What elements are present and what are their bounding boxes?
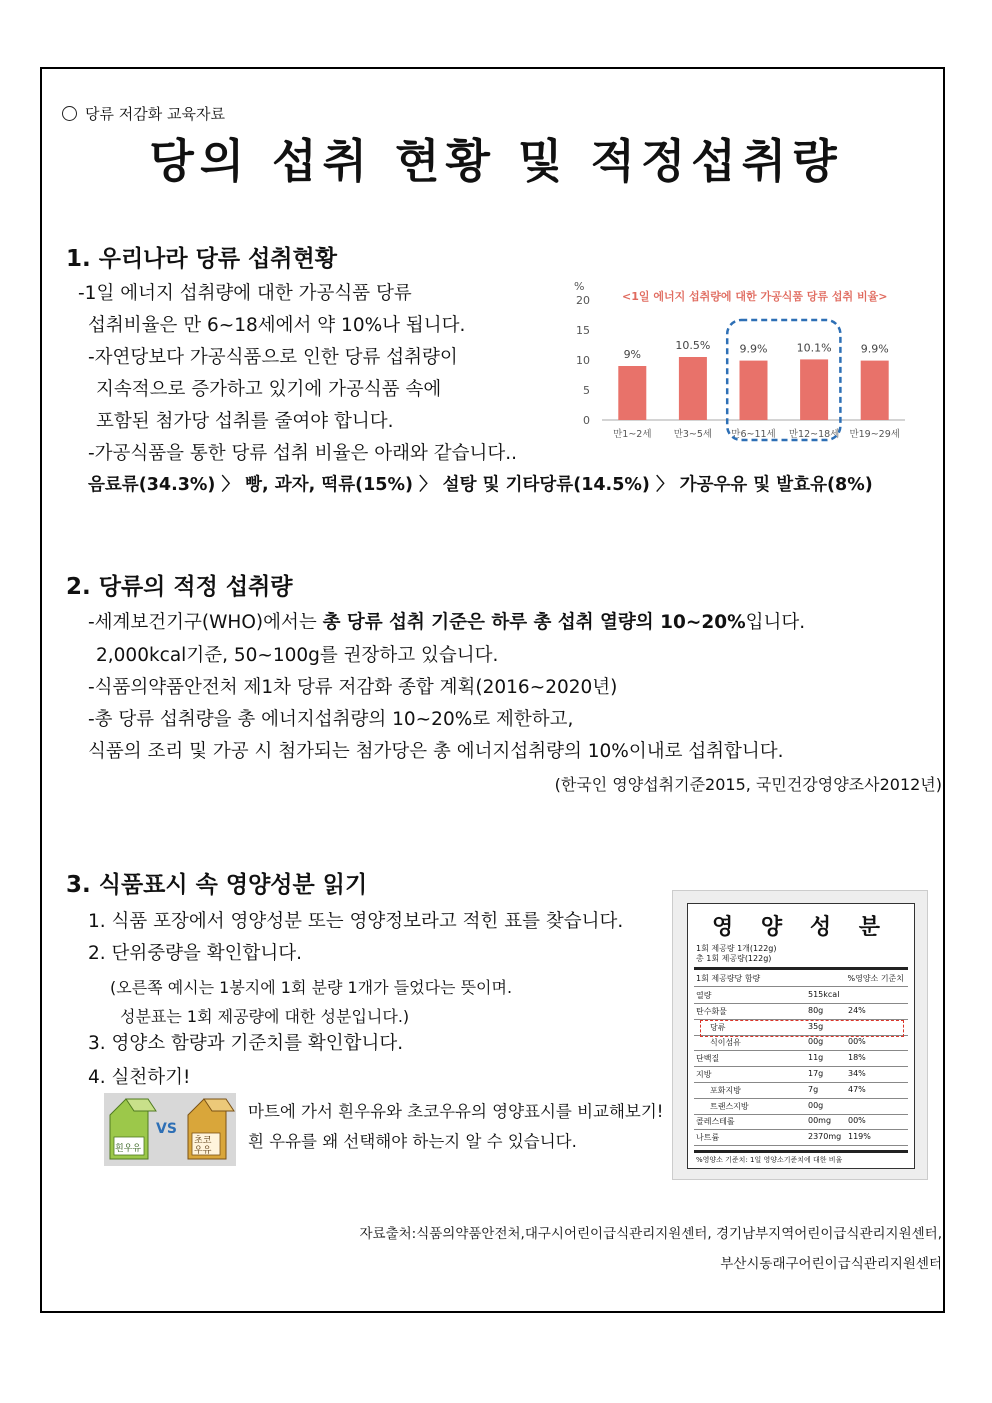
chart-title: <1일 에너지 섭취량에 대한 가공식품 당류 섭취 비율> (622, 290, 888, 303)
milk-comparison-image (104, 1093, 236, 1166)
bar-value-label: 9% (623, 348, 642, 361)
nutrient-amount: 00g (808, 1100, 824, 1110)
row-divider (694, 1145, 908, 1146)
section1-line: -자연당보다 가공식품으로 인한 당류 섭취량이 (88, 347, 458, 368)
nutrient-percent: 119% (848, 1132, 871, 1142)
nutrient-amount: 00g (808, 1037, 824, 1047)
row-divider (694, 1082, 908, 1083)
nutrient-name: 포화지방 (710, 1085, 741, 1095)
bar-value-label: 9.9% (860, 342, 889, 356)
nutrition-facts-image (672, 890, 928, 1180)
nutrition-row (696, 1069, 906, 1081)
section2-line4: -총 당류 섭취량을 총 에너지섭취량의 10~20%로 제한하고, (88, 709, 574, 730)
practice-line2: 흰 우유를 왜 선택해야 하는지 알 수 있습니다. (248, 1132, 577, 1151)
choco-milk-label: 초코우유 (194, 1136, 212, 1156)
row-divider (694, 1098, 908, 1099)
practice-line1: 마트에 가서 흰우유와 초코우유의 영양표시를 비교해보기! (248, 1102, 664, 1121)
nutrient-percent: 47% (848, 1084, 866, 1094)
nutrient-percent: 34% (848, 1069, 866, 1078)
section1-heading: 1. 우리나라 당류 섭취현황 (66, 246, 337, 272)
nutrient-amount: 00mg (808, 1116, 832, 1126)
nutrition-title: 영 양 성 분 (712, 915, 890, 940)
nutrient-amount: 2370mg (808, 1132, 842, 1142)
chart-bar (679, 357, 707, 420)
section1-line: -가공식품을 통한 당류 섭취 비율은 아래와 같습니다.. (88, 443, 518, 464)
step-2-note: 성분표는 1회 제공량에 대한 성분입니다.) (120, 1007, 410, 1026)
nutrient-amount: 17g (808, 1069, 824, 1078)
nutrient-amount: 35g (808, 1021, 824, 1031)
section2-line2: 2,000kcal기준, 50~100g를 권장하고 있습니다. (96, 645, 499, 666)
chart-bar (861, 361, 889, 420)
y-unit-label: % (574, 280, 585, 293)
footer-source-line2: 부산시동래구어린이급식관리지원센터 (720, 1256, 942, 1272)
section1-line: 지속적으로 증가하고 있기에 가공식품 속에 (96, 379, 442, 400)
nutrient-amount: 515kcal (808, 990, 840, 999)
nutrition-row (696, 990, 906, 1002)
y-tick-label: 5 (583, 384, 590, 397)
step-2-note: (오른쪽 예시는 1봉지에 1회 분량 1개가 들었다는 뜻이며. (110, 978, 513, 997)
nutrient-percent: 18% (848, 1053, 866, 1063)
row-divider (694, 1050, 908, 1051)
chart-svg (560, 278, 910, 453)
page-title: 당의 섭취 현황 및 적정섭취량 (149, 134, 843, 188)
bar-value-label: 10.1% (796, 341, 832, 355)
x-tick-label: 만12~18세 (788, 429, 840, 440)
y-tick-label: 20 (576, 294, 590, 307)
chart-bar (740, 361, 768, 420)
chart-bar (618, 366, 646, 420)
section2-source: (한국인 영양섭취기준2015, 국민건강영양조사2012년) (554, 775, 942, 794)
y-tick-label: 10 (576, 354, 590, 367)
step-2: 2. 단위중량을 확인합니다. (88, 943, 303, 964)
who-guideline-bold: 총 당류 섭취 기준은 하루 총 섭취 열량의 10~20% (322, 612, 746, 633)
nutrient-amount: 7g (808, 1084, 819, 1094)
nutrient-percent: 00% (848, 1116, 866, 1126)
nutrient-name: 식이섬유 (710, 1038, 741, 1048)
nutrition-row (696, 1101, 906, 1113)
step-3: 3. 영양소 함량과 기준치를 확인합니다. (88, 1033, 404, 1054)
nutrition-row (696, 1132, 906, 1144)
section2-line1: -세계보건기구(WHO)에서는 총 당류 섭취 기준은 하루 총 섭취 열량의 10~20%입니다. (88, 612, 806, 633)
nutrient-name: 열량 (696, 991, 712, 1000)
y-tick-label: 0 (583, 414, 590, 427)
serving-total: 총 1회 제공량(122g) (696, 954, 772, 963)
nutrient-name: 탄수화물 (696, 1006, 727, 1016)
nutrient-name: 나트륨 (696, 1133, 720, 1143)
sugar-source-ranking: 음료류(34.3%) 〉 빵, 과자, 떡류(15%) 〉 설탕 및 기타당류(14.5%) 〉 가공우유 및 발효유(8%) (88, 475, 873, 495)
x-tick-label: 만3~5세 (673, 429, 713, 440)
bar-value-label: 10.5% (675, 339, 711, 352)
nutrient-percent: 00% (848, 1037, 866, 1047)
nutrient-name: 트랜스지방 (710, 1101, 749, 1111)
nutrition-row (696, 1085, 906, 1097)
y-tick-label: 15 (576, 324, 590, 337)
nutrition-row (696, 1116, 906, 1128)
serving-size: 1회 제공량 1개(122g) (696, 944, 777, 953)
section1-line: -1일 에너지 섭취량에 대한 가공식품 당류 (78, 283, 412, 304)
step-1: 1. 식품 포장에서 영양성분 또는 영양정보라고 적힌 표를 찾습니다. (88, 911, 624, 932)
row-divider (694, 1129, 908, 1130)
circle-bullet-icon (62, 106, 77, 121)
bar-value-label: 9.9% (739, 342, 768, 356)
x-tick-label: 만19~29세 (849, 429, 900, 440)
x-tick-label: 만6~11세 (731, 429, 776, 440)
material-label: 당류 저감화 교육자료 (62, 103, 225, 124)
section1-line: 포함된 첨가당 섭취를 줄여야 합니다. (96, 411, 394, 432)
row-divider (694, 1066, 908, 1067)
section2-heading: 2. 당류의 적정 섭취량 (66, 574, 293, 600)
nutrient-amount: 11g (808, 1053, 824, 1063)
sugar-highlight-box (700, 1020, 904, 1037)
sugar-intake-chart (560, 278, 910, 453)
nutrition-row (696, 1006, 906, 1018)
section1-line: 섭취비율은 만 6~18세에서 약 10%나 됩니다. (88, 315, 466, 336)
nutrient-amount: 80g (808, 1005, 824, 1015)
nutrition-facts-table (687, 903, 915, 1169)
nutrient-percent: 24% (848, 1005, 866, 1015)
nutrient-name: 당류 (710, 1022, 726, 1032)
nutrient-name: 콜레스테롤 (696, 1117, 735, 1127)
chart-bar (800, 359, 828, 420)
section2-line3: -식품의약품안전처 제1차 당류 저감화 종합 계획(2016~2020년) (88, 677, 618, 698)
white-milk-label: 흰우유 (115, 1144, 142, 1154)
vs-label: VS (156, 1121, 177, 1137)
nutrient-name: 지방 (696, 1070, 712, 1079)
nutrition-row (696, 1037, 906, 1049)
step-4: 4. 실천하기! (88, 1067, 191, 1088)
row-divider (694, 1114, 908, 1115)
section3-heading: 3. 식품표시 속 영양성분 읽기 (66, 872, 368, 898)
x-tick-label: 만1~2세 (613, 429, 652, 440)
nutrition-footnote: %영양소 기준치: 1일 영양소기준치에 대한 비율 (696, 1156, 843, 1164)
footer-source-line1: 자료출처:식품의약품안전처,대구시어린이급식관리지원센터, 경기남부지역어린이급식관리지원센터, (359, 1226, 942, 1242)
nutrient-name: 단백질 (696, 1054, 720, 1064)
section2-line5: 식품의 조리 및 가공 시 첨가되는 첨가당은 총 에너지섭취량의 10%이내로 섭취합니다. (88, 741, 784, 762)
row-divider (694, 1003, 908, 1004)
nutrition-row (696, 1053, 906, 1065)
nutrition-header-row: 1회 제공량당 함량 %영양소 기준치 (696, 974, 904, 983)
